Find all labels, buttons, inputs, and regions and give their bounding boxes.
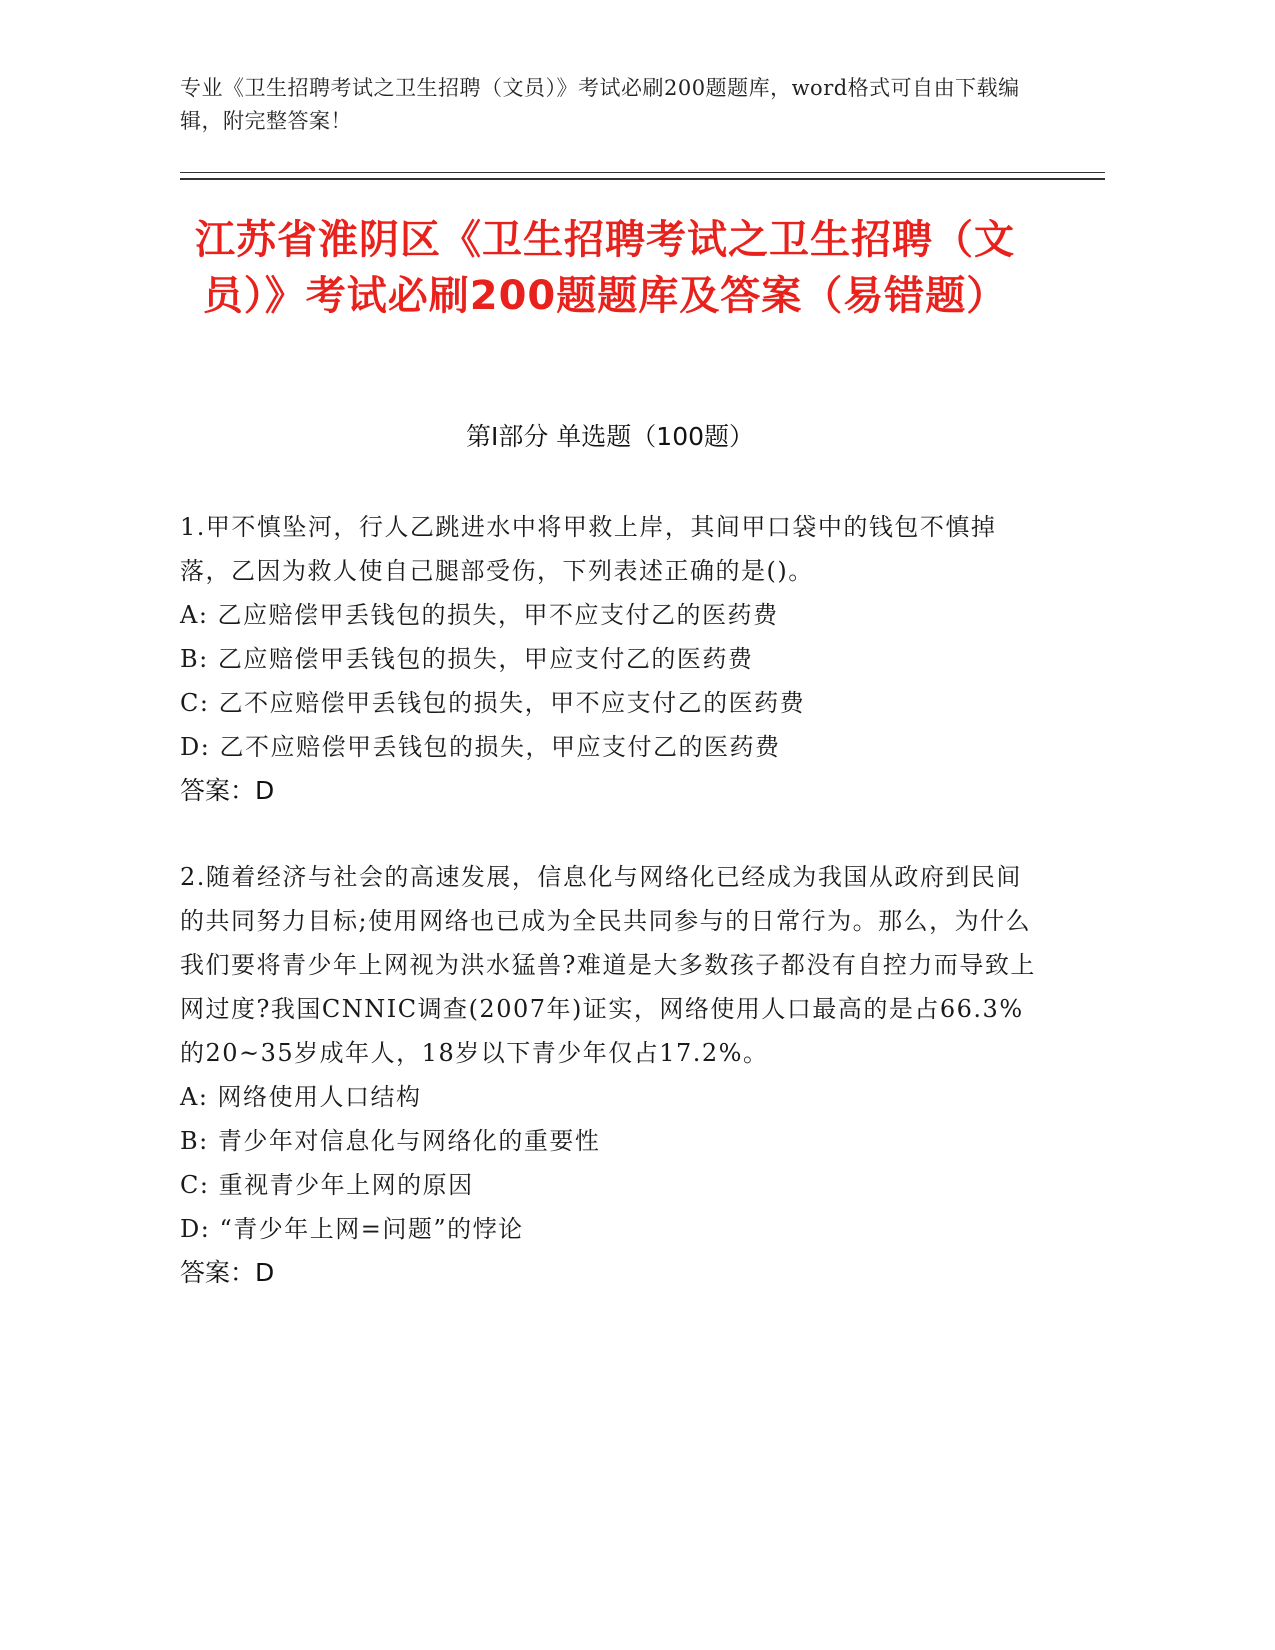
- option-c: C: 重视青少年上网的原因: [180, 1171, 474, 1199]
- header-divider-thick: [180, 178, 1105, 180]
- option-b: B: 青少年对信息化与网络化的重要性: [180, 1127, 601, 1155]
- header-divider-thin: [180, 172, 1105, 173]
- question-1: [180, 505, 1040, 813]
- question-stem: 2.随着经济与社会的高速发展，信息化与网络化已经成为我国从政府到民间的共同努力目标;使用网络也已成为全民共同参与的日常行为。那么，为什么我们要将青少年上网视为洪水猛兽?难道是大多数孩子都没有自控力而导致上网过度?我国CNNIC调查(2007年)证实，网络使用人口最高的是占66.3%的20~35岁成年人，18岁以下青少年仅占17.2%。: [180, 863, 1036, 1067]
- section-heading: 第Ⅰ部分 单选题（100题）: [465, 422, 755, 451]
- document-title: 江苏省淮阴区《卫生招聘考试之卫生招聘（文员）》考试必刷200题题库及答案（易错题）: [195, 217, 1015, 319]
- option-d: D: 乙不应赔偿甲丢钱包的损失，甲应支付乙的医药费: [180, 733, 781, 761]
- option-a: A: 乙应赔偿甲丢钱包的损失，甲不应支付乙的医药费: [180, 601, 779, 629]
- option-b: B: 乙应赔偿甲丢钱包的损失，甲应支付乙的医药费: [180, 645, 754, 673]
- option-d: D: “青少年上网=问题”的悖论: [180, 1215, 524, 1243]
- header-note: 专业《卫生招聘考试之卫生招聘（文员）》考试必刷200题题库，word格式可自由下载编辑，附完整答案！: [180, 76, 1020, 133]
- question-stem: 1.甲不慎坠河，行人乙跳进水中将甲救上岸，其间甲口袋中的钱包不慎掉落，乙因为救人使自己腿部受伤，下列表述正确的是()。: [180, 513, 997, 585]
- answer: 答案：D: [180, 776, 275, 805]
- option-a: A: 网络使用人口结构: [180, 1083, 422, 1111]
- question-2: [180, 855, 1040, 1295]
- answer: 答案：D: [180, 1258, 275, 1287]
- option-c: C: 乙不应赔偿甲丢钱包的损失，甲不应支付乙的医药费: [180, 689, 806, 717]
